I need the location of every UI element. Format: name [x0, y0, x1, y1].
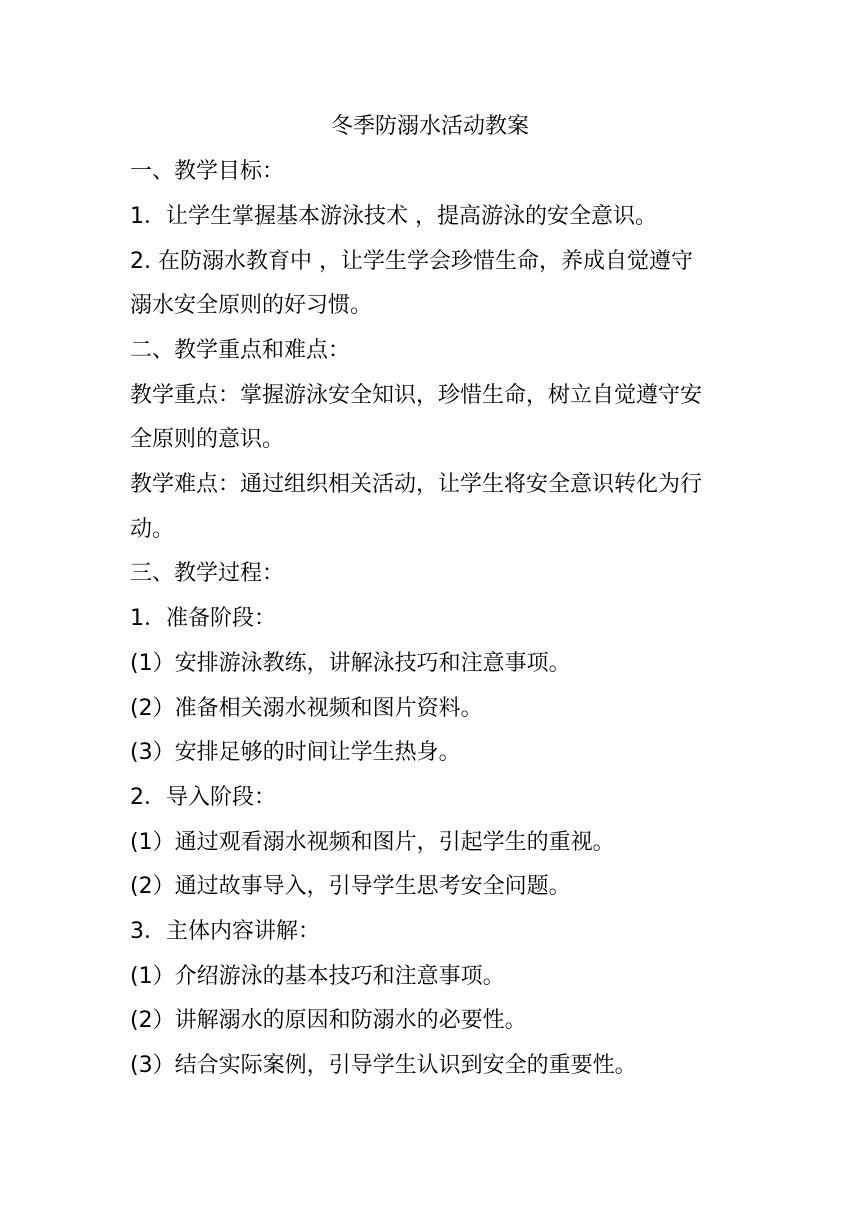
introduction-item-2: (2）通过故事导入，引导学生思考安全问题。 — [130, 874, 571, 899]
stage-heading-introduction: 2．导入阶段： — [130, 785, 276, 810]
section-heading-objectives: 一、教学目标： — [130, 159, 285, 184]
main-content-item-1: (1）介绍游泳的基本技巧和注意事项。 — [130, 964, 505, 989]
objective-item-1: 1．让学生掌握基本游泳技术 ，提高游泳的安全意识。 — [130, 204, 657, 229]
main-content-item-3: (3）结合实际案例，引导学生认识到安全的重要性。 — [130, 1053, 637, 1078]
section-heading-process: 三、教学过程： — [130, 561, 285, 586]
introduction-item-1: (1）通过观看溺水视频和图片，引起学生的重视。 — [130, 830, 615, 855]
section-heading-key-points: 二、教学重点和难点： — [130, 338, 351, 363]
key-point-text: 教学重点：掌握游泳安全知识，珍惜生命，树立自觉遵守安 — [130, 383, 703, 408]
document-title: 冬季防溺水活动教案 — [330, 114, 529, 139]
difficulty-text-continued: 动。 — [130, 517, 175, 542]
objective-item-2-continued: 溺水安全原则的好习惯。 — [130, 293, 373, 318]
key-point-text-continued: 全原则的意识。 — [130, 427, 285, 452]
difficulty-text: 教学难点：通过组织相关活动，让学生将安全意识转化为行 — [130, 472, 703, 497]
preparation-item-1: (1）安排游泳教练，讲解泳技巧和注意事项。 — [130, 651, 571, 676]
preparation-item-3: (3）安排足够的时间让学生热身。 — [130, 740, 461, 765]
main-content-item-2: (2）讲解溺水的原因和防溺水的必要性。 — [130, 1008, 527, 1033]
stage-heading-main-content: 3．主体内容讲解： — [130, 919, 320, 944]
objective-item-2: 2. 在防溺水教育中 ，让学生学会珍惜生命，养成自觉遵守 — [130, 249, 693, 274]
preparation-item-2: (2）准备相关溺水视频和图片资料。 — [130, 696, 483, 721]
stage-heading-preparation: 1．准备阶段： — [130, 606, 276, 631]
